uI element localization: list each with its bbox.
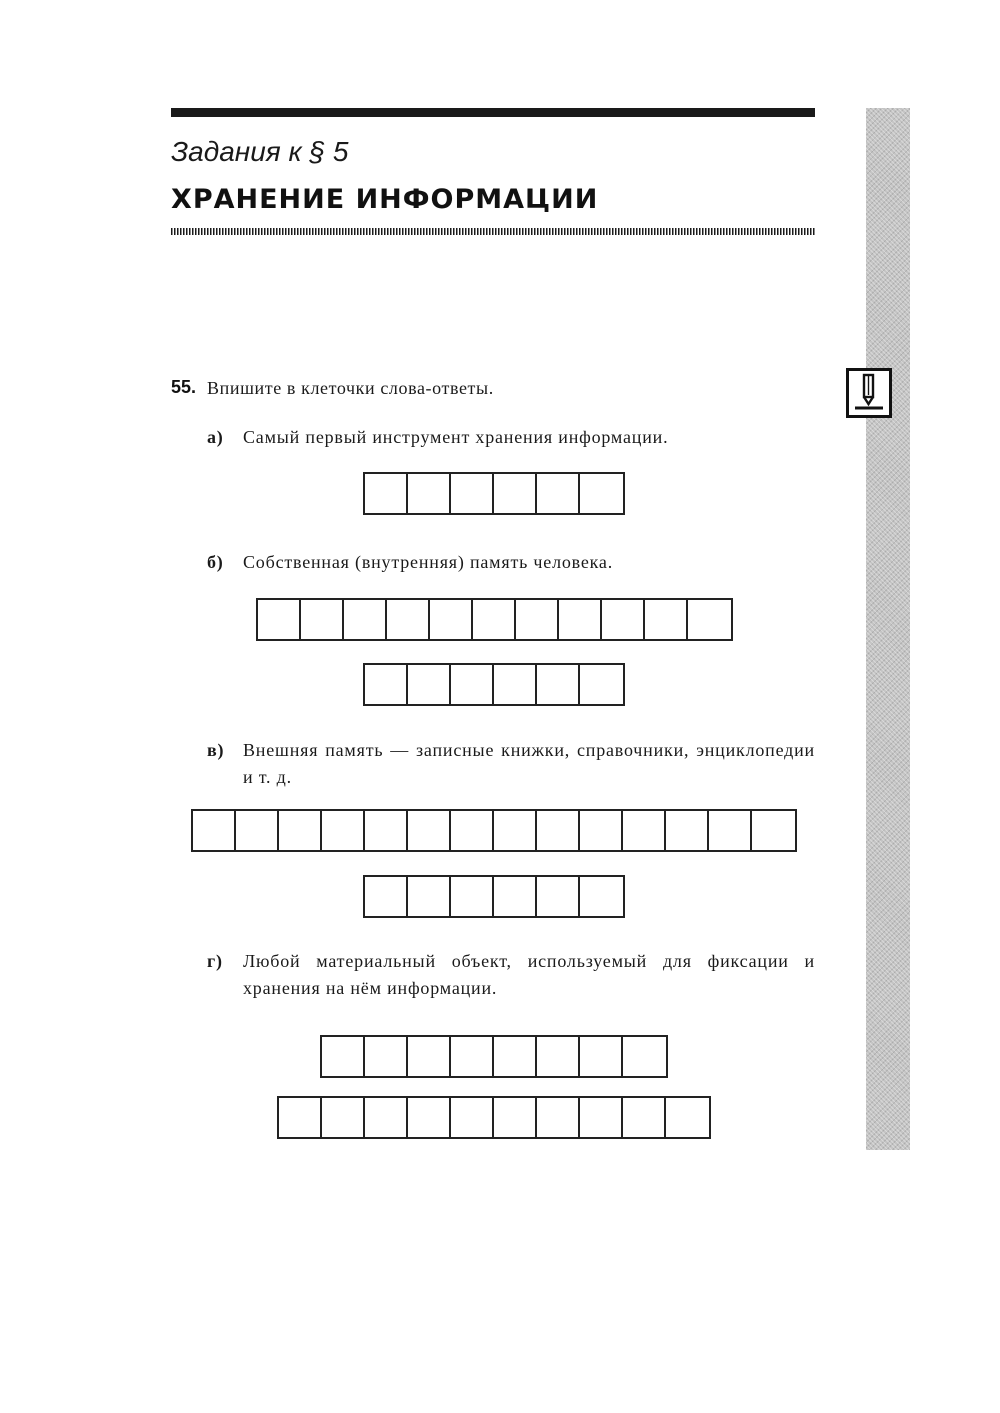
letter-cell[interactable] — [236, 811, 279, 850]
letter-cell[interactable] — [408, 474, 451, 513]
letter-cell[interactable] — [645, 600, 688, 639]
letter-cell[interactable] — [494, 1037, 537, 1076]
letter-cell[interactable] — [537, 877, 580, 916]
letter-cell[interactable] — [537, 1037, 580, 1076]
letter-cell[interactable] — [666, 811, 709, 850]
item-marker: б) — [207, 552, 224, 572]
letter-cell[interactable] — [473, 600, 516, 639]
header-hatched-rule — [171, 228, 815, 235]
letter-cell[interactable] — [408, 877, 451, 916]
letter-cell[interactable] — [408, 665, 451, 704]
answer-grid-b-1[interactable] — [256, 598, 733, 641]
letter-cell[interactable] — [580, 811, 623, 850]
letter-cell[interactable] — [580, 1098, 623, 1137]
header-top-bar — [171, 108, 815, 117]
letter-cell[interactable] — [258, 600, 301, 639]
letter-cell[interactable] — [580, 1037, 623, 1076]
answer-grid-c-2[interactable] — [363, 875, 625, 918]
letter-cell[interactable] — [602, 600, 645, 639]
item-marker: в) — [207, 740, 225, 760]
letter-cell[interactable] — [580, 474, 623, 513]
letter-cell[interactable] — [451, 877, 494, 916]
letter-cell[interactable] — [752, 811, 795, 850]
page-edge-stripe — [866, 108, 910, 1150]
letter-cell[interactable] — [494, 877, 537, 916]
letter-cell[interactable] — [559, 600, 602, 639]
task-item-d — [207, 948, 815, 1002]
item-text: Внешняя память — записные книжки, справочники, энциклопедии и т. д. — [243, 740, 815, 787]
answer-grid-d-2[interactable] — [277, 1096, 711, 1139]
answer-grid-a-1[interactable] — [363, 472, 625, 515]
letter-cell[interactable] — [365, 665, 408, 704]
pencil-writing-icon — [846, 368, 892, 418]
task-number: 55. — [171, 377, 197, 397]
letter-cell[interactable] — [451, 1098, 494, 1137]
letter-cell[interactable] — [408, 1037, 451, 1076]
letter-cell[interactable] — [451, 1037, 494, 1076]
letter-cell[interactable] — [666, 1098, 709, 1137]
letter-cell[interactable] — [494, 474, 537, 513]
letter-cell[interactable] — [516, 600, 559, 639]
letter-cell[interactable] — [387, 600, 430, 639]
letter-cell[interactable] — [322, 811, 365, 850]
letter-cell[interactable] — [537, 665, 580, 704]
item-text: Собственная (внутренняя) память человека. — [243, 552, 613, 572]
letter-cell[interactable] — [580, 877, 623, 916]
letter-cell[interactable] — [344, 600, 387, 639]
letter-cell[interactable] — [494, 811, 537, 850]
letter-cell[interactable] — [430, 600, 473, 639]
answer-grid-b-2[interactable] — [363, 663, 625, 706]
letter-cell[interactable] — [365, 474, 408, 513]
letter-cell[interactable] — [623, 1037, 666, 1076]
letter-cell[interactable] — [322, 1098, 365, 1137]
letter-cell[interactable] — [365, 811, 408, 850]
item-text: Самый первый инструмент хранения информации. — [243, 427, 669, 447]
item-marker: г) — [207, 951, 223, 971]
letter-cell[interactable] — [451, 474, 494, 513]
task-item-a — [207, 424, 815, 451]
letter-cell[interactable] — [623, 811, 666, 850]
answer-grid-d-1[interactable] — [320, 1035, 668, 1078]
letter-cell[interactable] — [408, 811, 451, 850]
letter-cell[interactable] — [279, 1098, 322, 1137]
item-text: Любой материальный объект, используемый для фиксации и хранения на нём информации. — [243, 951, 815, 998]
letter-cell[interactable] — [322, 1037, 365, 1076]
letter-cell[interactable] — [365, 1037, 408, 1076]
section-title: ХРАНЕНИЕ ИНФОРМАЦИИ — [171, 184, 599, 215]
letter-cell[interactable] — [580, 665, 623, 704]
letter-cell[interactable] — [451, 665, 494, 704]
section-subtitle: Задания к § 5 — [171, 136, 349, 167]
task-instruction: Впишите в клеточки слова-ответы. — [207, 378, 494, 398]
task-item-b — [207, 549, 815, 576]
task-item-c — [207, 737, 815, 791]
letter-cell[interactable] — [408, 1098, 451, 1137]
item-marker: а) — [207, 427, 224, 447]
letter-cell[interactable] — [494, 665, 537, 704]
letter-cell[interactable] — [537, 474, 580, 513]
letter-cell[interactable] — [193, 811, 236, 850]
letter-cell[interactable] — [623, 1098, 666, 1137]
letter-cell[interactable] — [494, 1098, 537, 1137]
letter-cell[interactable] — [537, 811, 580, 850]
letter-cell[interactable] — [537, 1098, 580, 1137]
letter-cell[interactable] — [365, 877, 408, 916]
letter-cell[interactable] — [301, 600, 344, 639]
answer-grid-c-1[interactable] — [191, 809, 797, 852]
letter-cell[interactable] — [709, 811, 752, 850]
letter-cell[interactable] — [365, 1098, 408, 1137]
letter-cell[interactable] — [451, 811, 494, 850]
letter-cell[interactable] — [279, 811, 322, 850]
letter-cell[interactable] — [688, 600, 731, 639]
